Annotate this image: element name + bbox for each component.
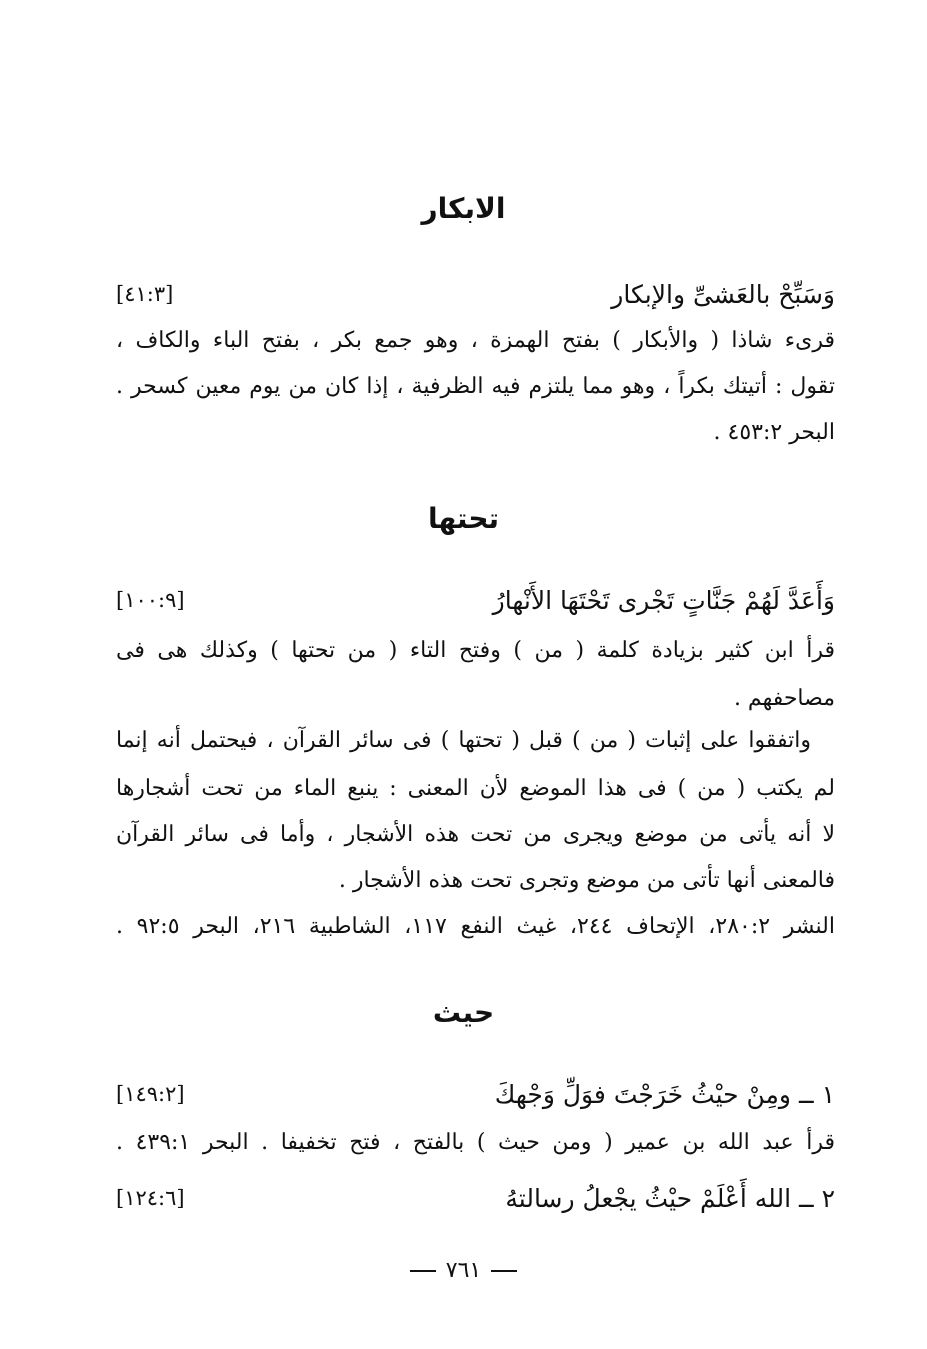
page-number: ٧٦١ — [445, 1258, 482, 1283]
body-line: قرأ ابن كثير بزيادة كلمة ( من ) وفتح التاء ( من تحتها ) وكذلك هى فى — [116, 638, 835, 663]
body-line: قرىء شاذا ( والأبكار ) بفتح الهمزة ، وهو جمع بكر ، بفتح الباء والكاف ، — [116, 328, 835, 353]
body-line: تقول : أتيتك بكراً ، وهو مما يلتزم فيه الظرفية ، إذا كان من يوم معين كسحر . — [116, 374, 835, 399]
verse-text: وَأَعَدَّ لَهُمْ جَنَّاتٍ تَجْرى تَحْتَهَا الأَنْهارُ — [492, 586, 835, 615]
verse-reference: [١٢٤:٦] — [116, 1186, 185, 1210]
verse-reference: [١٤٩:٢] — [116, 1082, 185, 1106]
verse-reference: [٤١:٣] — [116, 282, 174, 306]
body-line: قرأ عبد الله بن عمير ( ومن حيث ) بالفتح ، فتح تخفيفا . البحر ٤٣٩:١ . — [116, 1130, 835, 1155]
section-title-ibkar: الابكار — [421, 192, 506, 225]
verse-reference: [١٠٠:٩] — [116, 588, 185, 612]
body-line: لا أنه يأتى من موضع ويجرى من تحت هذه الأشجار ، وأما فى سائر القرآن — [116, 822, 835, 847]
body-line: لم يكتب ( من ) فى هذا الموضع لأن المعنى : ينبع الماء من تحت أشجارها — [116, 776, 835, 801]
verse-row — [116, 586, 835, 630]
verse-text: وَسَبِّحْ بالعَشىِّ والإبكار — [611, 280, 835, 309]
verse-row — [116, 1184, 835, 1228]
citation-line: البحر ٤٥٣:٢ . — [713, 420, 835, 445]
verse-row — [116, 280, 835, 324]
verse-row — [116, 1080, 835, 1124]
body-line: واتفقوا على إثبات ( من ) قبل ( تحتها ) فى سائر القرآن ، فيحتمل أنه إنما — [116, 728, 811, 753]
verse-text: ٢ ــ الله أَعْلَمْ حيْثُ يجْعلُ رسالتهُ — [505, 1184, 835, 1213]
citation-line: النشر ٢٨٠:٢، الإتحاف ٢٤٤، غيث النفع ١١٧، الشاطبية ٢١٦، البحر ٩٢:٥ . — [116, 914, 835, 939]
dash-right — [491, 1270, 517, 1272]
dash-left — [410, 1270, 436, 1272]
body-line: مصاحفهم . — [733, 686, 835, 711]
section-title-haythu: حيث — [432, 996, 495, 1029]
section-title-tahtaha: تحتها — [427, 502, 500, 535]
page-number-footer — [0, 1258, 927, 1283]
body-line: فالمعنى أنها تأتى من موضع وتجرى تحت هذه الأشجار . — [338, 868, 835, 893]
verse-text: ١ ــ ومِنْ حيْثُ خَرَجْتَ فوَلِّ وَجْهكَ — [494, 1080, 835, 1109]
